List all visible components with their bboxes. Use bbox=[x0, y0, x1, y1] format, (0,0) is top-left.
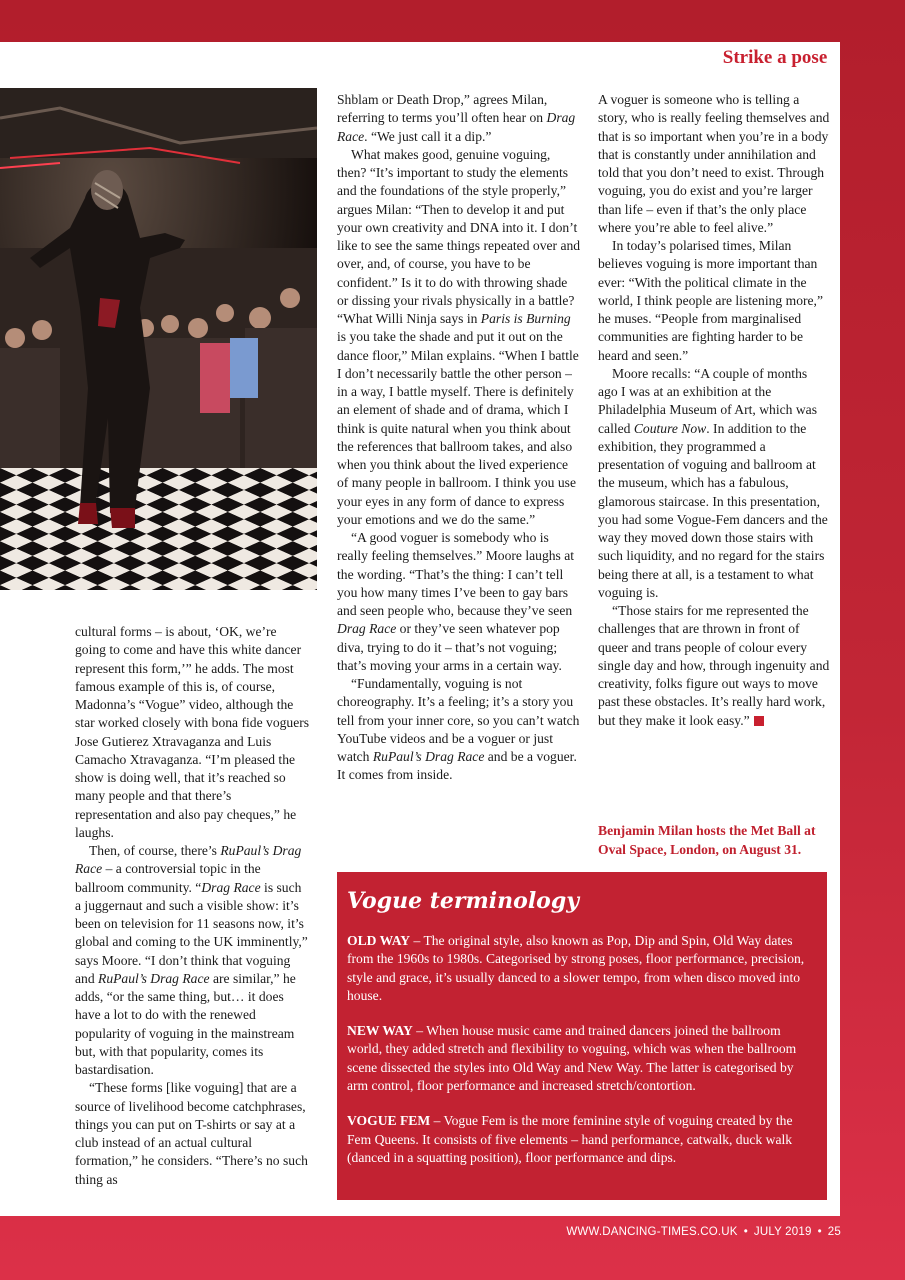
text-run: . In addition to the exhibition, they programmed a presentation of voguing and ballroom at the museum, which has a fabulous, glamorous staircase. In this presentation, you had some Vogue-Fem dancers and the way they moved down those stairs with such liquidity, and no regard for the stairs being there at all, is a testament to what voguing is. bbox=[598, 420, 828, 600]
text-run: are similar,” he adds, “or the same thing, but… it does have a lot to do with the renewed popularity of voguing in the mainstream but, with that popularity, comes its bastardisation. bbox=[75, 970, 296, 1077]
term-definition: – When house music came and trained dancers joined the ballroom world, they added stretch and flexibility to voguing, which was when the ballroom scene dissected the styles into Old Way and New Way. The latter is categorised by arm control, floor performance and increased stretch/contortion. bbox=[347, 1023, 797, 1094]
italic-title-run: Drag Race bbox=[201, 879, 261, 895]
text-run: . “We just call it a dip.” bbox=[364, 128, 492, 144]
footer-page-number: 25 bbox=[827, 1226, 841, 1238]
terminology-item-new-way bbox=[347, 1022, 817, 1095]
term-label: OLD WAY bbox=[347, 933, 411, 948]
voguing-dancer-photo bbox=[0, 88, 317, 590]
event-caption: Benjamin Milan hosts the Met Ball at Oval Space, London, on August 31. bbox=[598, 823, 816, 857]
italic-title-run: Drag Race bbox=[337, 110, 576, 144]
end-of-article-square-icon bbox=[754, 716, 764, 726]
term-definition: – The original style, also known as Pop, Dip and Spin, Old Way dates from the 1960s to 1980s. Categorised by strong poses, floor performance, precision, style and grace, it’s usually danced to a slower tempo, from when disco moved into house. bbox=[347, 933, 805, 1003]
text-run: and be a voguer. It comes from inside. bbox=[337, 749, 577, 783]
article-paragraph bbox=[598, 602, 830, 730]
text-run: is you take the shade and put it out on the dance floor,” Milan explains. “When I battle I don’t necessarily battle the other person – in a way, I battle myself. There is definitely an element of shade and of drama, which I think is quite natural when you think about the references that ballroom takes, and also when you think about the lived experience of many people in ballroom. I think you use your eyes in any form of dance to express your emotions and we do the same.” bbox=[337, 329, 579, 527]
text-run: “A good voguer is somebody who is really feeling themselves.” Moore laughs at the wording. “That’s the thing: I can’t tell you how many times I’ve been to gay bars and seen people who, because they’ve seen bbox=[337, 530, 575, 618]
footer-issue: JULY 2019 bbox=[753, 1226, 812, 1238]
footer-separator: • bbox=[743, 1226, 748, 1238]
page-footer bbox=[566, 1226, 841, 1238]
article-paragraph bbox=[337, 675, 581, 785]
text-run: Moore recalls: “A couple of months ago I was at an exhibition at the Philadelphia Museum of Art, which was called bbox=[598, 365, 817, 436]
article-paragraph bbox=[598, 237, 830, 365]
text-run: “Fundamentally, voguing is not choreography. It’s a feeling; it’s a story you tell from your inner core, so you can’t watch YouTube videos and be a voguer or just watch bbox=[337, 676, 580, 764]
text-run: Then, of course, there’s bbox=[89, 843, 221, 858]
vogue-terminology-box bbox=[337, 872, 827, 1200]
italic-title-run: RuPaul’s Drag Race bbox=[98, 970, 210, 986]
terminology-item-vogue-fem bbox=[347, 1112, 817, 1167]
article-paragraph bbox=[598, 91, 830, 237]
article-column-2 bbox=[337, 91, 581, 785]
text-run: “These forms [like voguing] that are a source of livelihood become catchphrases, things you can put on T-shirts or say at a club instead of an actual cultural formation,” he considers. “There’s no such thing as bbox=[75, 1080, 308, 1187]
terminology-title: Vogue terminology bbox=[347, 888, 580, 914]
article-paragraph bbox=[75, 842, 310, 1079]
text-run: is such a juggernaut and such a visible show: it’s been on television for 11 seasons now, it’s global and coming to the UK imminently,” says Moore. “I don’t think that voguing and bbox=[75, 879, 308, 986]
article-column-3 bbox=[598, 91, 830, 730]
photo-illustration bbox=[0, 88, 317, 590]
text-run: cultural forms – is about, ‘OK, we’re going to come and have this white dancer represent this form,’” he adds. The most famous example of this is, of course, Madonna’s “Vogue” video, although the star worked closely with bona fide voguers Jose Gutierez Xtravaganza and Luis Camacho Xtravaganza. “I’m pleased the show is doing well, that it’s reached so many people and that there’s representation and also pay cheques,” he laughs. bbox=[75, 624, 310, 840]
article-paragraph bbox=[337, 91, 581, 146]
text-run: – a controversial topic in the ballroom community. “ bbox=[75, 861, 261, 895]
article-paragraph bbox=[75, 623, 310, 842]
italic-title-run: Paris is Burning bbox=[480, 311, 571, 326]
footer-site: WWW.DANCING-TIMES.CO.UK bbox=[566, 1226, 738, 1238]
italic-title-run: Couture Now bbox=[633, 420, 707, 436]
article-paragraph bbox=[337, 146, 581, 529]
article-paragraph bbox=[598, 365, 830, 602]
term-definition: – Vogue Fem is the more feminine style of voguing created by the Fem Queens. It consists of five elements – hand performance, catwalk, duck walk (danced in a squatting position), floor performance and dips. bbox=[347, 1113, 793, 1165]
terminology-item-old-way bbox=[347, 932, 817, 1005]
text-run: In today’s polarised times, Milan believes voguing is more important than ever: “With the political climate in the world, I think people are listening more,” he muses. “People from marginalised communities are fighting harder to be heard and seen.” bbox=[598, 238, 823, 363]
text-run: “Those stairs for me represented the challenges that are thrown in front of queer and trans people of colour every single day and how, through ingenuity and creativity, folks figure out ways to move past these obstacles. It’s really hard work, but they make it look easy.” bbox=[598, 603, 830, 728]
article-paragraph bbox=[75, 1079, 310, 1189]
italic-title-run: RuPaul’s Drag Race bbox=[75, 843, 302, 877]
italic-title-run: RuPaul’s Drag Race bbox=[372, 749, 485, 764]
article-column-1 bbox=[75, 623, 310, 1189]
text-run: A voguer is someone who is telling a story, who is really feeling themselves and that is so important when you’re in a body that is constantly under annihilation and told that you don’t need to exist. Through voguing, you do exist and you’re larger than life – even if that’s the only place where you’re able to feel alive.” bbox=[598, 92, 830, 235]
article-paragraph bbox=[337, 529, 581, 675]
section-tag: Strike a pose bbox=[710, 44, 840, 72]
italic-title-run: Drag Race bbox=[337, 621, 397, 637]
term-label: VOGUE FEM bbox=[347, 1113, 431, 1129]
footer-separator: • bbox=[817, 1226, 822, 1238]
text-run: What makes good, genuine voguing, then? “It’s important to study the elements and the foundations of the style properly,” argues Milan: “Then to develop it and put your own creativity and DNA into it. I don’t like to see the same things repeated over and over, and, of course, you have to be confident.” Is it to do with throwing shade or dissing your rivals physically in a battle? “What Willi Ninja says in bbox=[337, 146, 581, 326]
text-run: or they’ve seen whatever pop diva, trying to do it – that’s not voguing; that’s moving your arms in a certain way. bbox=[337, 621, 562, 673]
text-run: Shblam or Death Drop,” agrees Milan, referring to terms you’ll often hear on bbox=[337, 92, 548, 126]
term-label: NEW WAY bbox=[347, 1023, 413, 1039]
